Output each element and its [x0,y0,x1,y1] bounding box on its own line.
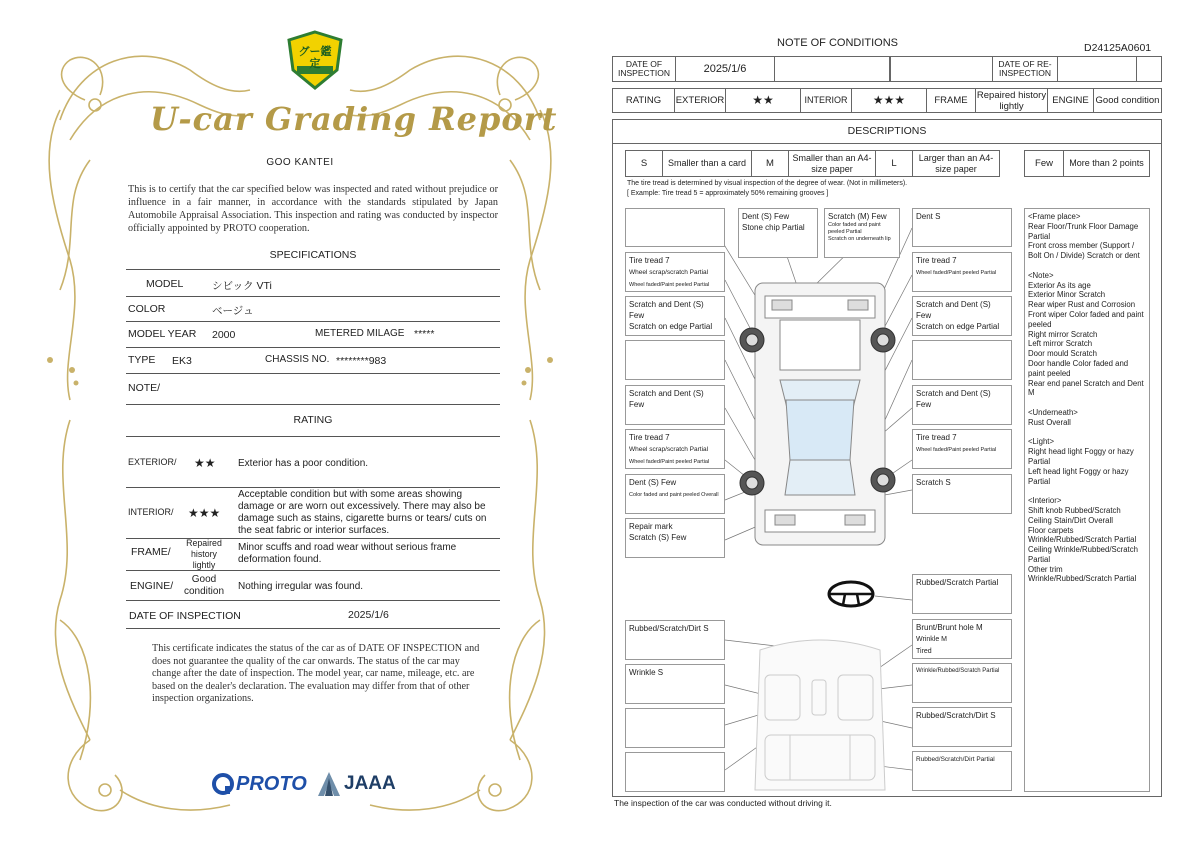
exterior-value: ★★ [725,88,801,113]
damage-box: Scratch S [912,474,1012,514]
note-line: <Underneath> [1028,407,1078,417]
box-line: Repair mark [629,522,673,531]
damage-box: Scratch and Dent (S) Few [912,385,1012,425]
divider [126,321,500,322]
legend-key-s: S [625,150,663,177]
closing-paragraph: This certificate indicates the status of the car as of DATE OF INSPECTION and does not guarantee the quality of the car onwards. The status of the car may change after the date of inspection. The model year, car name, mileage, etc. are based on the dealer's declaration. The evaluation may differ from that of other inspection organizations. [152,643,480,705]
note-line: Rear Floor/Trunk Floor Damage Partial [1028,221,1139,241]
damage-box: Rubbed/Scratch/Dirt S [625,620,725,660]
damage-box [912,340,1012,380]
model-year-value: 2000 [212,329,236,341]
damage-box [824,208,900,258]
proto-logo [212,770,307,798]
frame-label: FRAME [926,88,976,113]
note-line: Floor carpets Wrinkle/Rubbed/Scratch Partial [1028,525,1137,545]
exterior-label: EXTERIOR [674,88,726,113]
divider [126,269,500,270]
damage-box [912,252,1012,292]
box-line: Wheel scrap/scratch Partial [629,446,709,453]
box-line: Dent (S) Few [629,478,677,487]
damage-box [738,208,818,258]
divider [126,600,500,601]
jaaa-logo [318,770,396,798]
divider [126,436,500,437]
box-line: Wheel faded/Paint peeled Partial [916,270,997,276]
model-value: シビック VTi [212,280,272,292]
divider [126,628,500,629]
divider [126,373,500,374]
interior-value: ★★★ [851,88,927,113]
box-line: Brunt/Brunt hole M [916,623,983,632]
chassis-label: CHASSIS NO. [265,354,330,365]
damage-box [625,474,725,514]
damage-box: Dent S [912,208,1012,247]
note-line: Exterior Minor Scratch [1028,290,1106,300]
document-id: D24125A0601 [1084,42,1152,54]
legend-value-few: More than 2 points [1063,150,1150,177]
engine-description: Nothing irregular was found. [238,581,364,592]
proto-logo-text: PROTO [236,772,307,795]
legend-value-l: Larger than an A4-size paper [912,150,1000,177]
date-of-inspection-label: DATE OF INSPECTION [129,610,241,622]
damage-box [625,752,725,792]
color-value: ベージュ [212,305,254,317]
tire-note-1: The tire tread is determined by visual inspection of the degree of wear. (Not in millimeters). [627,180,908,187]
re-inspection-label: DATE OF RE-INSPECTION [992,56,1058,82]
date-of-inspection-value: 2025/1/6 [675,56,775,82]
mileage-label: METERED MILAGE [315,328,405,339]
steering-wheel-icon [829,582,873,606]
box-line: Color faded and paint peeled Overall [629,492,719,498]
note-line: Left head light Foggy or hazy Partial [1028,466,1129,486]
legend-value-m: Smaller than an A4-size paper [788,150,876,177]
box-line: Color faded and paint peeled Partial [828,222,881,235]
specifications-heading: SPECIFICATIONS [269,249,357,261]
note-line: Front wiper Color faded and paint peeled [1028,309,1144,329]
box-line: Scratch on underneath lip [828,236,891,242]
note-line: <Light> [1028,437,1055,447]
report-title: U-car Grading Report [150,100,558,138]
divider [126,570,500,571]
damage-box: Rubbed/Scratch/Dirt Partial [912,751,1012,791]
note-line: Right mirror Scratch [1028,329,1098,339]
box-line: Tire tread 7 [916,433,957,442]
rating-heading: RATING [293,414,333,426]
color-label: COLOR [128,303,166,315]
box-line: Scratch and Dent (S) Few [916,300,991,320]
note-line [1028,261,1146,271]
engine-value: Good condition [1093,88,1162,113]
certify-paragraph: This is to certify that the car specified below was inspected and rated without prejudice or influence in a fair manner, in accordance with the standards stipulated by Japan Automobile Appraisal Association. This inspection and rating was conducted by inspector officially appointed by PROTO cooperation. [128,184,498,234]
note-line: Rust Overall [1028,417,1071,427]
engine-label: ENGINE/ [130,580,174,592]
note-line [1028,398,1146,408]
note-line: <Interior> [1028,496,1062,506]
report-subtitle: GOO KANTEI [266,157,334,168]
interior-label: INTERIOR [800,88,852,113]
divider [126,487,500,488]
damage-box [625,429,725,469]
mileage-value: ***** [414,328,435,340]
legend-key-few: Few [1024,150,1064,177]
car-top-view [755,283,885,545]
rating-label: RATING [612,88,675,113]
box-line: Wheel faded/Paint peeled Partial [916,447,997,453]
interior-label: INTERIOR/ [128,507,174,517]
interior-description: Acceptable condition but with some areas showing damage or are worn out excessively. There may also be damage such as stains, cigarette burns or tears/ cuts on the seat fabric or interior surfaces. [238,489,487,536]
box-line: Tire tread 7 [629,256,670,265]
note-of-conditions-sheet [600,0,1200,848]
box-line: Scratch on edge Partial [629,322,713,331]
exterior-stars: ★★ [194,456,216,470]
note-line: Front cross member (Support / Bolt On / Divide) Scratch or dent [1028,241,1140,261]
note-line: <Note> [1028,270,1054,280]
badge-text: グー鑑定 [298,46,332,70]
descriptions-heading: DESCRIPTIONS [612,119,1162,144]
box-line: Dent (S) Few [742,212,790,221]
box-line: Wheel scrap/scratch Partial [629,269,709,276]
note-line [1028,428,1146,438]
note-line: Shift knob Rubbed/Scratch [1028,505,1121,515]
box-line: Scratch on edge Partial [916,322,1000,331]
frame-description: Minor scuffs and road wear without serious frame deformation found. [238,542,457,565]
damage-box: Wrinkle/Rubbed/Scratch Partial [912,663,1012,703]
damage-box: Wrinkle S [625,664,725,704]
damage-box [625,708,725,748]
exterior-label: EXTERIOR/ [128,457,177,467]
note-line: Exterior As its age [1028,280,1091,290]
rear-window [785,460,855,495]
exterior-description: Exterior has a poor condition. [238,458,369,469]
notes-column [1024,208,1150,792]
model-label: MODEL [146,278,184,290]
note-line: Rear wiper Rust and Corrosion [1028,300,1136,310]
note-line: Other trim Wrinkle/Rubbed/Scratch Partial [1028,564,1137,584]
damage-box [625,296,725,336]
note-line: Ceiling Wrinkle/Rubbed/Scratch Partial [1028,545,1138,564]
damage-box [625,340,725,380]
box-line: Scratch (S) Few [629,533,687,542]
note-line: Ceiling Stain/Dirt Overall [1028,515,1113,525]
date-of-inspection-value: 2025/1/6 [348,609,389,621]
note-line: Door handle Color faded and paint peeled [1028,358,1129,378]
proto-logo-icon [212,773,234,795]
note-label: NOTE/ [128,382,161,394]
engine-label: ENGINE [1047,88,1094,113]
frame-value: Repaired history lightly [976,89,1047,112]
tire-note-2: [ Example: Tire tread 5 = approximately 50% remaining grooves ] [627,190,829,197]
box-line: Stone chip Partial [742,223,805,232]
type-label: TYPE [128,354,156,366]
engine-value: Good condition [183,574,225,597]
note-line [1028,486,1146,496]
frame-label: FRAME/ [131,546,171,558]
legend-key-l: L [875,150,913,177]
box-line: Wheel faded/Paint peeled Partial [629,282,710,288]
frame-value: Repaired history lightly [186,538,222,570]
damage-box [912,296,1012,336]
footer-note: The inspection of the car was conducted without driving it. [614,798,832,808]
damage-box: Scratch and Dent (S) Few [625,385,725,425]
note-line: Door mould Scratch [1028,349,1097,359]
box-line: Tired [916,648,932,655]
note-line: Right head light Foggy or hazy Partial [1028,447,1134,466]
box-line: Wheel faded/Paint peeled Partial [629,459,710,465]
damage-box [625,518,725,558]
legend-key-m: M [751,150,789,177]
divider [126,347,500,348]
goo-kantei-badge [287,30,343,90]
divider [126,296,500,297]
box-line: Wrinkle M [916,636,947,643]
sheet-title: NOTE OF CONDITIONS [777,37,898,49]
hood [780,320,860,370]
date-of-inspection-label: DATE OF INSPECTION [612,56,676,82]
jaaa-logo-icon [318,772,340,796]
interior-stars: ★★★ [188,506,221,520]
note-line: Rear end panel Scratch and Dent M [1028,378,1144,398]
model-year-label: MODEL YEAR [128,328,197,340]
note-line: Left mirror Scratch [1028,339,1093,349]
damage-box [912,619,1012,659]
box-line: Tire tread 7 [916,256,957,265]
note-line: <Frame place> [1028,212,1081,221]
legend-value-s: Smaller than a card [662,150,752,177]
box-line: Tire tread 7 [629,433,670,442]
damage-box [625,252,725,292]
interior-view [755,640,885,790]
chassis-value: ********983 [336,355,387,367]
damage-box: Rubbed/Scratch/Dirt S [912,707,1012,747]
box-line: Scratch and Dent (S) Few [629,300,704,320]
damage-box [912,429,1012,469]
damage-box: Rubbed/Scratch Partial [912,574,1012,614]
type-value: EK3 [172,355,192,367]
jaaa-logo-text: JAAA [344,773,396,794]
divider [126,404,500,405]
box-line: Scratch (M) Few [828,212,887,221]
damage-box [625,208,725,247]
